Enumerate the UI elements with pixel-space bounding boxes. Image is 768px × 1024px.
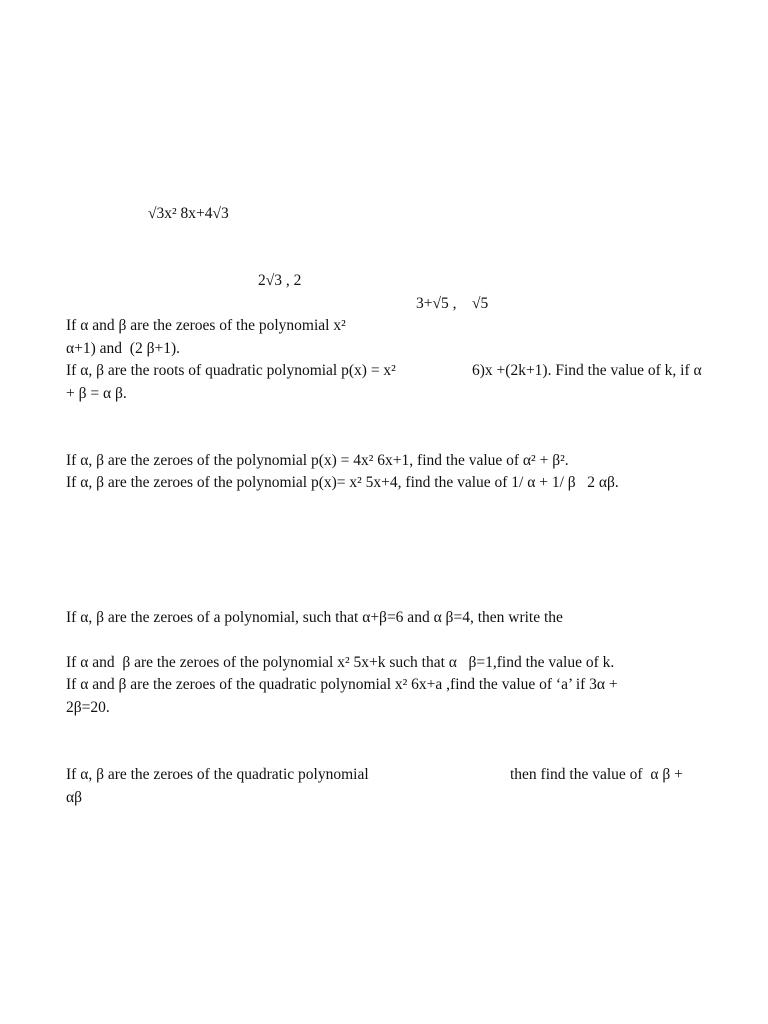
expression-fragment: 2√3 , 2	[258, 272, 302, 289]
question-text: α+1) and (2 β+1).	[66, 340, 180, 357]
question-text: If α, β are the zeroes of the polynomial p(x)= x² 5x+4, find the value of 1/ α + 1/ β 2 αβ.	[66, 474, 619, 491]
expression-fragment: √3x² 8x+4√3	[148, 205, 229, 222]
question-text: If α and β are the zeroes of the polynomial x²	[66, 317, 346, 334]
question-text: If α, β are the roots of quadratic polynomial p(x) = x²	[66, 362, 396, 379]
question-text: + β = α β.	[66, 385, 127, 402]
question-text: If α, β are the zeroes of the polynomial p(x) = 4x² 6x+1, find the value of α² + β².	[66, 452, 569, 469]
question-text: If α, β are the zeroes of the quadratic polynomial	[66, 766, 369, 783]
question-text: 6)x +(2k+1). Find the value of k, if α	[472, 362, 702, 379]
question-text: If α, β are the zeroes of a polynomial, such that α+β=6 and α β=4, then write the	[66, 609, 563, 626]
question-text: If α and β are the zeroes of the quadratic polynomial x² 6x+a ,find the value of ‘a’ if 3α +	[66, 676, 618, 693]
question-text: αβ	[66, 789, 83, 806]
question-text: If α and β are the zeroes of the polynomial x² 5x+k such that α β=1,find the value of k.	[66, 654, 615, 671]
question-text: then find the value of α β +	[510, 766, 683, 783]
question-text: 2β=20.	[66, 699, 110, 716]
expression-fragment: 3+√5 , √5	[416, 295, 489, 312]
